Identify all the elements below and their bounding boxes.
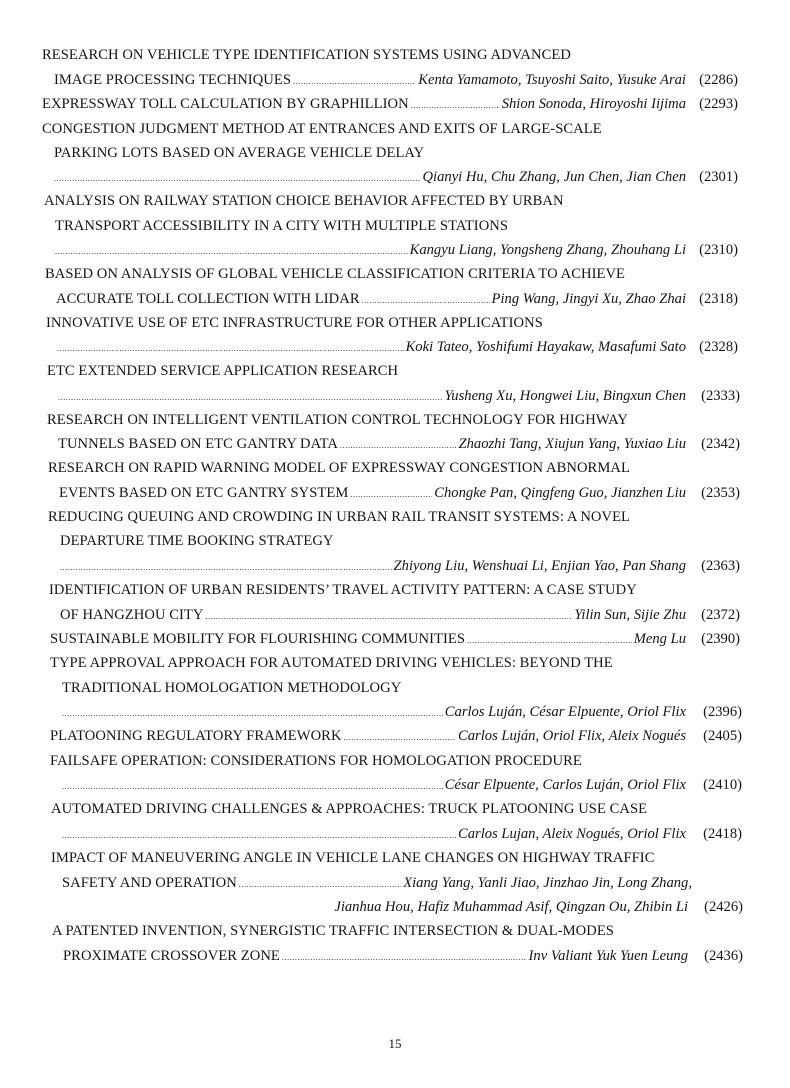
toc-title-line: PARKING LOTS BASED ON AVERAGE VEHICLE DELAY xyxy=(54,145,425,161)
toc-title-line: PLATOONING REGULATORY FRAMEWORK ..... Carlos Luján, Oriol Flix, Aleix Nogués xyxy=(50,726,686,746)
toc-authors: Yusheng Xu, Hongwei Liu, Bingxun Chen xyxy=(444,388,686,404)
toc-page-ref: (2436) xyxy=(704,948,743,964)
toc-page-ref: (2353) xyxy=(701,485,740,501)
toc-authors: Jianhua Hou, Hafiz Muhammad Asif, Qingzan Ou, Zhibin Li xyxy=(334,899,688,915)
toc-author-line xyxy=(54,167,686,187)
toc-page-ref: (2405) xyxy=(703,728,742,744)
toc-author-line xyxy=(55,240,686,260)
page-number: 15 xyxy=(388,1036,402,1051)
dot-leader xyxy=(282,948,527,966)
toc-page-ref: (2328) xyxy=(699,339,738,355)
dot-leader xyxy=(58,388,443,406)
toc-authors: Zhaozhi Tang, Xiujun Yang, Yuxiao Liu xyxy=(458,436,686,452)
toc-title-line: CONGESTION JUDGMENT METHOD AT ENTRANCES AND EXITS OF LARGE-SCALE xyxy=(42,121,602,137)
toc-authors: Zhiyong Liu, Wenshuai Li, Enjian Yao, Pan Shang xyxy=(393,558,686,574)
toc-title-line: RESEARCH ON VEHICLE TYPE IDENTIFICATION SYSTEMS USING ADVANCED xyxy=(42,47,571,63)
dot-leader xyxy=(55,242,408,260)
toc-page-ref: (2390) xyxy=(701,631,740,647)
toc-title-line: ANALYSIS ON RAILWAY STATION CHOICE BEHAVIOR AFFECTED BY URBAN xyxy=(44,193,564,209)
toc-page-ref: (2286) xyxy=(699,72,738,88)
toc-title-line: ACCURATE TOLL COLLECTION WITH LIDAR ..... Ping Wang, Jingyi Xu, Zhao Zhai xyxy=(56,289,686,309)
dot-leader xyxy=(362,291,490,309)
toc-authors: Kangyu Liang, Yongsheng Zhang, Zhouhang Li xyxy=(409,242,686,258)
toc-title-line: INNOVATIVE USE OF ETC INFRASTRUCTURE FOR OTHER APPLICATIONS xyxy=(46,315,543,331)
toc-page-ref: (2293) xyxy=(699,96,738,112)
toc-authors: César Elpuente, Carlos Luján, Oriol Flix xyxy=(444,777,686,793)
toc-author-line xyxy=(58,386,686,406)
toc-authors: Qianyi Hu, Chu Zhang, Jun Chen, Jian Chen xyxy=(422,169,686,185)
toc-author-line xyxy=(62,702,686,722)
toc-title-line: REDUCING QUEUING AND CROWDING IN URBAN RAIL TRANSIT SYSTEMS: A NOVEL xyxy=(48,509,631,525)
toc-title-line: RESEARCH ON RAPID WARNING MODEL OF EXPRESSWAY CONGESTION ABNORMAL xyxy=(48,460,630,476)
toc-title-line: FAILSAFE OPERATION: CONSIDERATIONS FOR HOMOLOGATION PROCEDURE xyxy=(50,753,582,769)
toc-author-line xyxy=(300,897,688,917)
toc-authors: Ping Wang, Jingyi Xu, Zhao Zhai xyxy=(491,291,686,307)
toc-title-line: IMAGE PROCESSING TECHNIQUES ..... Kenta Yamamoto, Tsuyoshi Saito, Yusuke Arai xyxy=(54,70,686,90)
toc-page-ref: (2310) xyxy=(699,242,738,258)
dot-leader xyxy=(350,485,432,503)
toc-page-ref: (2342) xyxy=(701,436,740,452)
toc-title-line: OF HANGZHOU CITY ..... Yilin Sun, Sijie Zhu xyxy=(60,605,686,625)
toc-title-line: TRANSPORT ACCESSIBILITY IN A CITY WITH MULTIPLE STATIONS xyxy=(55,218,509,234)
toc-author-line xyxy=(62,824,686,844)
toc-title-line: SUSTAINABLE MOBILITY FOR FLOURISHING COMMUNITIES ..... Meng Lu xyxy=(50,629,686,649)
toc-authors: Carlos Luján, César Elpuente, Oriol Flix xyxy=(444,704,686,720)
dot-leader xyxy=(54,169,421,187)
toc-page-ref: (2301) xyxy=(699,169,738,185)
toc-authors: Carlos Lujan, Aleix Nogués, Oriol Flix xyxy=(458,826,686,842)
toc-page-ref: (2363) xyxy=(701,558,740,574)
toc-authors: Meng Lu xyxy=(633,631,686,647)
toc-page-ref: (2418) xyxy=(703,826,742,842)
toc-page-ref: (2333) xyxy=(701,388,740,404)
toc-title-line: SAFETY AND OPERATION ..... Xiang Yang, Yanli Jiao, Jinzhao Jin, Long Zhang, xyxy=(62,873,692,893)
dot-leader xyxy=(62,704,443,722)
toc-title-line: BASED ON ANALYSIS OF GLOBAL VEHICLE CLASSIFICATION CRITERIA TO ACHIEVE xyxy=(45,266,626,282)
dot-leader xyxy=(60,558,392,576)
toc-page-ref: (2372) xyxy=(701,607,740,623)
toc-page-ref: (2396) xyxy=(703,704,742,720)
dot-leader xyxy=(206,607,573,625)
toc-title-line: TUNNELS BASED ON ETC GANTRY DATA ..... Zhaozhi Tang, Xiujun Yang, Yuxiao Liu xyxy=(58,434,686,454)
toc-title-line: A PATENTED INVENTION, SYNERGISTIC TRAFFIC INTERSECTION & DUAL-MODES xyxy=(52,923,614,939)
dot-leader xyxy=(62,777,443,795)
dot-leader xyxy=(239,875,401,893)
toc-authors: Shion Sonoda, Hiroyoshi Iijima xyxy=(501,96,686,112)
toc-title-line: DEPARTURE TIME BOOKING STRATEGY xyxy=(60,533,334,549)
dot-leader xyxy=(344,728,456,746)
toc-title-line: IDENTIFICATION OF URBAN RESIDENTS’ TRAVEL ACTIVITY PATTERN: A CASE STUDY xyxy=(49,582,637,598)
toc-title-line: EXPRESSWAY TOLL CALCULATION BY GRAPHILLION ..... Shion Sonoda, Hiroyoshi Iijima xyxy=(42,94,686,114)
toc-title-line: PROXIMATE CROSSOVER ZONE ..... Inv Valiant Yuk Yuen Leung xyxy=(63,946,688,966)
dot-leader xyxy=(62,826,456,844)
toc-author-line xyxy=(62,775,686,795)
toc-authors: Xiang Yang, Yanli Jiao, Jinzhao Jin, Long Zhang, xyxy=(403,875,692,891)
toc-title-line: TYPE APPROVAL APPROACH FOR AUTOMATED DRIVING VEHICLES: BEYOND THE xyxy=(50,655,613,671)
toc-title-line: ETC EXTENDED SERVICE APPLICATION RESEARCH xyxy=(47,363,399,379)
toc-author-line xyxy=(60,556,686,576)
toc-title-line: TRADITIONAL HOMOLOGATION METHODOLOGY xyxy=(62,680,402,696)
toc-page-ref: (2426) xyxy=(704,899,743,915)
toc-authors: Kenta Yamamoto, Tsuyoshi Saito, Yusuke Arai xyxy=(418,72,686,88)
dot-leader xyxy=(293,72,416,90)
toc-authors: Koki Tateo, Yoshifumi Hayakaw, Masafumi Sato xyxy=(405,339,686,355)
toc-author-line xyxy=(57,337,686,357)
toc-page-ref: (2318) xyxy=(699,291,738,307)
dot-leader xyxy=(340,436,456,454)
toc-page-ref: (2410) xyxy=(703,777,742,793)
toc-title-line: RESEARCH ON INTELLIGENT VENTILATION CONTROL TECHNOLOGY FOR HIGHWAY xyxy=(47,412,628,428)
toc-authors: Yilin Sun, Sijie Zhu xyxy=(574,607,686,623)
toc-title-line: AUTOMATED DRIVING CHALLENGES & APPROACHES: TRUCK PLATOONING USE CASE xyxy=(51,801,648,817)
dot-leader xyxy=(467,631,632,649)
toc-authors: Carlos Luján, Oriol Flix, Aleix Nogués xyxy=(458,728,686,744)
dot-leader xyxy=(57,339,404,357)
toc-title-line: EVENTS BASED ON ETC GANTRY SYSTEM ..... Chongke Pan, Qingfeng Guo, Jianzhen Liu xyxy=(59,483,686,503)
toc-authors: Chongke Pan, Qingfeng Guo, Jianzhen Liu xyxy=(434,485,686,501)
toc-title-line: IMPACT OF MANEUVERING ANGLE IN VEHICLE LANE CHANGES ON HIGHWAY TRAFFIC xyxy=(51,850,655,866)
toc-authors: Inv Valiant Yuk Yuen Leung xyxy=(528,948,688,964)
dot-leader xyxy=(411,96,500,114)
